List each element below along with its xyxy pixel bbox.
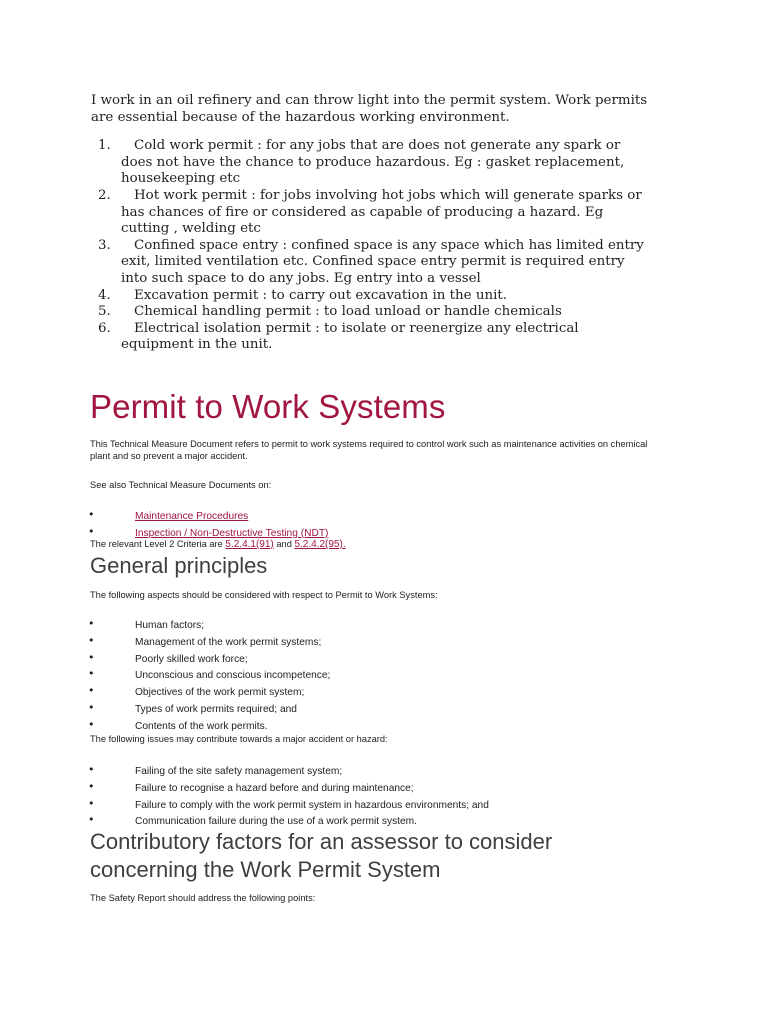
list-item — [90, 701, 650, 718]
list-text: Excavation permit : to carry out excavation in the unit. — [134, 287, 508, 303]
list-text: Chemical handling permit : to load unload or handle chemicals — [134, 304, 562, 320]
bullet-icon: • — [88, 650, 95, 664]
related-links-list — [90, 508, 650, 542]
list-text: Hot work permit : for jobs involving hot jobs which will generate sparks or has chances of fire or considered as capable of producing a hazard. Eg cutting , welding etc — [121, 187, 642, 237]
list-item — [91, 238, 651, 288]
bullet-icon: • — [88, 633, 95, 647]
issues-intro: The following issues may contribute towards a major accident or hazard: — [90, 734, 388, 744]
list-text: Contents of the work permits. — [135, 720, 268, 732]
bullet-icon: • — [88, 779, 95, 793]
bullet-icon: • — [88, 667, 95, 681]
bullet-icon: • — [88, 524, 95, 538]
bullet-icon: • — [88, 684, 95, 698]
list-item — [91, 288, 651, 305]
list-item — [91, 138, 651, 188]
aspects-list — [90, 617, 650, 735]
general-principles-heading: General principles — [90, 553, 268, 578]
list-text: Electrical isolation permit : to isolate or reenergize any electrical equipment in the unit. — [121, 320, 579, 353]
contributory-heading-line1: Contributory factors for an assessor to consider — [90, 829, 553, 854]
list-number: 2. — [98, 187, 111, 203]
bullet-icon: • — [88, 717, 95, 731]
list-item — [91, 321, 651, 354]
list-text: Confined space entry : confined space is any space which has limited entry exit, limited ventilation etc. Confined space entry permit is required entry into such space to do any jobs. Eg entry into a vessel — [121, 237, 644, 286]
intro-section — [91, 93, 651, 354]
list-item — [90, 780, 650, 797]
list-text: Failing of the site safety management system; — [135, 766, 343, 777]
list-number: 6. — [98, 320, 111, 336]
bullet-icon: • — [88, 763, 95, 776]
criteria-text — [90, 538, 346, 551]
link-criteria-5-2-4-1[interactable]: 5.2.4.1(91) — [225, 539, 274, 550]
list-text: Objectives of the work permit system; — [135, 687, 305, 699]
list-text: Types of work permits required; and — [135, 703, 297, 715]
permit-types-list — [91, 138, 651, 354]
contributory-heading-line2: concerning the Work Permit System — [90, 857, 441, 882]
link-inspection-ndt[interactable]: Inspection / Non-Destructive Testing (NDT) — [135, 527, 329, 539]
list-number: 1. — [98, 138, 111, 154]
list-item — [90, 634, 650, 651]
criteria-prefix: The relevant Level 2 Criteria are — [90, 539, 226, 549]
intro-paragraph: I work in an oil refinery and can throw light into the permit system. Work permits are essential because of the hazardous working environment. — [91, 93, 648, 125]
list-item — [90, 667, 650, 684]
page-title: Permit to Work Systems — [90, 388, 446, 425]
list-text: Failure to comply with the work permit system in hazardous environments; and — [135, 799, 489, 811]
list-number: 4. — [98, 287, 111, 303]
bullet-icon: • — [88, 796, 95, 810]
list-item — [91, 188, 651, 238]
list-text: Communication failure during the use of a work permit system. — [135, 816, 417, 828]
list-item — [90, 797, 650, 814]
list-text: Failure to recognise a hazard before and during maintenance; — [135, 782, 414, 794]
link-maintenance-procedures[interactable]: Maintenance Procedures — [135, 511, 249, 522]
bullet-icon: • — [88, 700, 95, 714]
see-also-text: See also Technical Measure Documents on: — [90, 480, 272, 490]
list-item — [90, 508, 650, 525]
description-paragraph: This Technical Measure Document refers to permit to work systems required to control work such as maintenance activities on chemical plant and so prevent a major accident. — [90, 439, 648, 461]
list-item — [90, 684, 650, 701]
issues-list — [90, 763, 650, 830]
list-text: Poorly skilled work force; — [135, 653, 248, 665]
list-text: Unconscious and conscious incompetence; — [135, 670, 331, 682]
criteria-and: and — [273, 539, 295, 549]
aspects-intro: The following aspects should be considered with respect to Permit to Work Systems: — [90, 590, 438, 600]
bullet-icon: • — [88, 617, 95, 630]
list-text: Cold work permit : for any jobs that are does not generate any spark or does not have the chance to produce hazardous. Eg : gasket replacement, housekeeping etc — [121, 138, 625, 187]
list-text: Human factors; — [135, 620, 205, 631]
safety-report-text: The Safety Report should address the following points: — [90, 893, 316, 903]
list-number: 3. — [98, 237, 111, 253]
list-item — [90, 763, 650, 780]
list-text: Management of the work permit systems; — [135, 636, 322, 648]
bullet-icon: • — [88, 508, 95, 521]
link-criteria-5-2-4-2[interactable]: 5.2.4.2(95). — [294, 539, 346, 550]
contributory-heading — [90, 828, 552, 884]
list-number: 5. — [98, 304, 111, 320]
list-item — [90, 617, 650, 634]
bullet-icon: • — [88, 813, 95, 827]
list-item — [91, 304, 651, 321]
list-item — [90, 651, 650, 668]
